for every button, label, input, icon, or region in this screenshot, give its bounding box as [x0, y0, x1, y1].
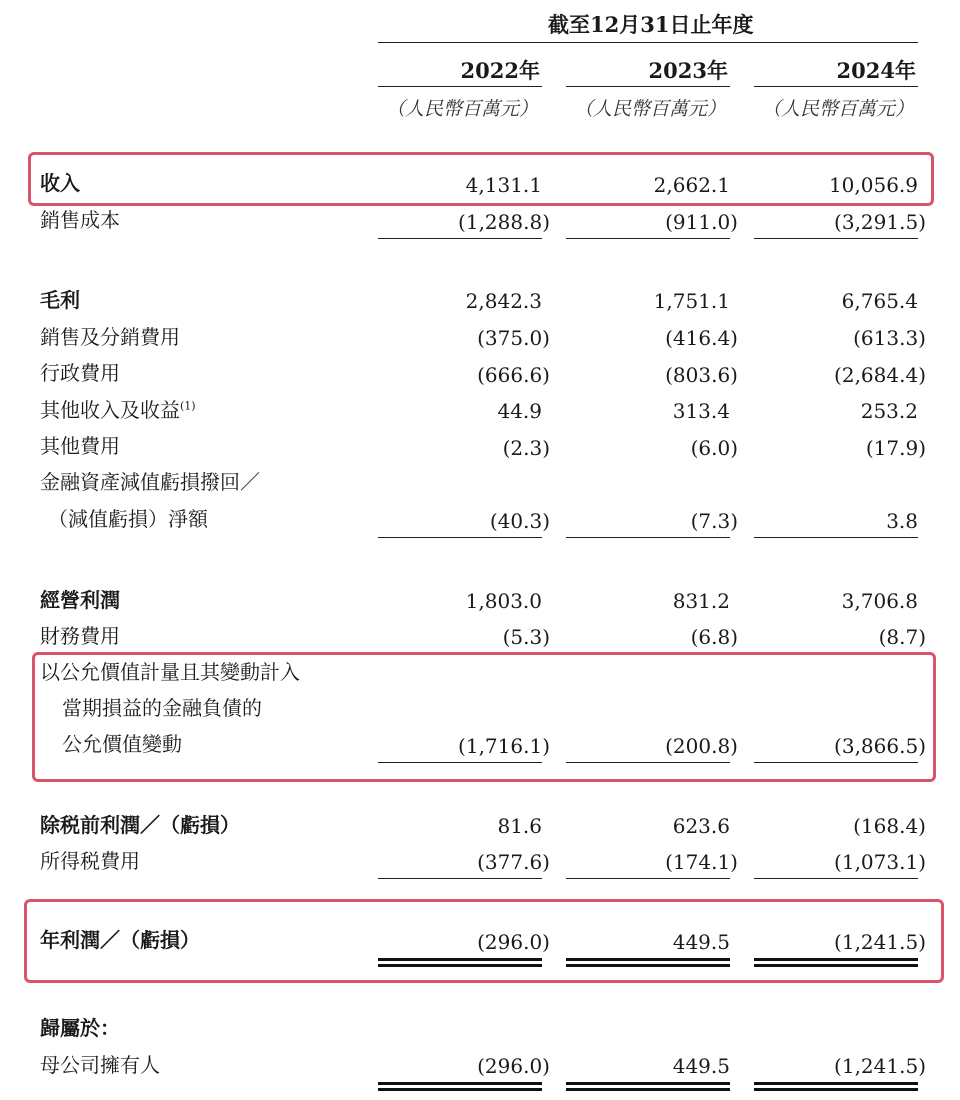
owners-of-parent-2023: 449.5 — [672, 1054, 730, 1078]
other-expenses-2022: (2.3) — [502, 436, 550, 460]
income-tax-2022: (377.6) — [477, 850, 550, 874]
impairment-label-line2: （減值虧損）淨額 — [48, 507, 208, 531]
subtotal-rule-2022 — [378, 762, 542, 763]
cost-of-sales-2023: (911.0) — [665, 210, 738, 234]
period-header: 截至12月31日止年度 — [548, 12, 754, 37]
finance-costs-2023: (6.8) — [690, 625, 738, 649]
subtotal-rule-2022 — [378, 238, 542, 239]
operating-profit-2022: 1,803.0 — [465, 589, 542, 613]
unit-2024: （人民幣百萬元） — [761, 98, 914, 120]
profit-for-year-label: 年利潤／（虧損） — [40, 928, 200, 952]
attributable-to-label: 歸屬於： — [40, 1016, 120, 1040]
cost-of-sales-2024: (3,291.5) — [834, 210, 926, 234]
profit-before-tax-2023: 623.6 — [672, 814, 730, 838]
income-tax-label: 所得税費用 — [40, 849, 140, 873]
total-double-rule-2024 — [754, 958, 918, 967]
other-income-2022: 44.9 — [497, 399, 542, 423]
selling-expenses-2023: (416.4) — [665, 326, 738, 350]
subtotal-rule-2022 — [378, 878, 542, 879]
profit-before-tax-2024: (168.4) — [853, 814, 926, 838]
impairment-label-line1: 金融資產減值虧損撥回／ — [40, 470, 260, 494]
cost-of-sales-2022: (1,288.8) — [458, 210, 550, 234]
year-rule-2022 — [378, 86, 542, 87]
admin-expenses-label: 行政費用 — [40, 361, 120, 385]
profit-for-year-2022: (296.0) — [477, 930, 550, 954]
subtotal-rule-2024 — [754, 762, 918, 763]
fair-value-label-line3: 公允價值變動 — [62, 732, 182, 756]
impairment-2022: (40.3) — [489, 509, 550, 533]
selling-expenses-label: 銷售及分銷費用 — [40, 325, 180, 349]
profit-for-year-2023: 449.5 — [672, 930, 730, 954]
profit-before-tax-label: 除税前利潤／（虧損） — [40, 813, 240, 837]
other-expenses-2023: (6.0) — [690, 436, 738, 460]
impairment-2023: (7.3) — [690, 509, 738, 533]
admin-expenses-2023: (803.6) — [665, 363, 738, 387]
other-expenses-label: 其他費用 — [40, 434, 120, 458]
gross-profit-2023: 1,751.1 — [653, 289, 730, 313]
year-2023-header: 2023年 — [648, 58, 728, 83]
year-2024-header: 2024年 — [836, 58, 916, 83]
other-income-2023: 313.4 — [672, 399, 730, 423]
total-double-rule-2023 — [566, 958, 730, 967]
gross-profit-2024: 6,765.4 — [841, 289, 918, 313]
operating-profit-2024: 3,706.8 — [841, 589, 918, 613]
owners-of-parent-2022: (296.0) — [477, 1054, 550, 1078]
owners-of-parent-label: 母公司擁有人 — [40, 1053, 160, 1077]
fair-value-2022: (1,716.1) — [458, 734, 550, 758]
fair-value-2023: (200.8) — [665, 734, 738, 758]
subtotal-rule-2023 — [566, 238, 730, 239]
revenue-2022: 4,131.1 — [465, 173, 542, 197]
operating-profit-label: 經營利潤 — [40, 588, 120, 612]
header-rule — [378, 42, 918, 43]
revenue-2023: 2,662.1 — [653, 173, 730, 197]
unit-2023: （人民幣百萬元） — [573, 98, 726, 120]
gross-profit-label: 毛利 — [40, 288, 80, 312]
total-double-rule-2022 — [378, 958, 542, 967]
year-2022-header: 2022年 — [460, 58, 540, 83]
total-double-rule-2022 — [378, 1082, 542, 1091]
finance-costs-2022: (5.3) — [502, 625, 550, 649]
subtotal-rule-2022 — [378, 537, 542, 538]
cost-of-sales-label: 銷售成本 — [40, 208, 120, 232]
subtotal-rule-2024 — [754, 238, 918, 239]
other-income-2024: 253.2 — [860, 399, 918, 423]
year-rule-2023 — [566, 86, 730, 87]
subtotal-rule-2024 — [754, 537, 918, 538]
profit-for-year-2024: (1,241.5) — [834, 930, 926, 954]
total-double-rule-2024 — [754, 1082, 918, 1091]
fair-value-2024: (3,866.5) — [834, 734, 926, 758]
gross-profit-2022: 2,842.3 — [465, 289, 542, 313]
operating-profit-2023: 831.2 — [672, 589, 730, 613]
revenue-label: 收入 — [40, 171, 80, 195]
finance-costs-2024: (8.7) — [878, 625, 926, 649]
owners-of-parent-2024: (1,241.5) — [834, 1054, 926, 1078]
other-expenses-2024: (17.9) — [865, 436, 926, 460]
other-income-label — [40, 400, 196, 420]
revenue-2024: 10,056.9 — [828, 173, 918, 197]
profit-before-tax-2022: 81.6 — [497, 814, 542, 838]
fair-value-label-line2: 當期損益的金融負債的 — [62, 696, 262, 720]
other-income-text: 其他收入及收益 — [40, 398, 180, 422]
admin-expenses-2022: (666.6) — [477, 363, 550, 387]
impairment-2024: 3.8 — [886, 509, 918, 533]
selling-expenses-2024: (613.3) — [853, 326, 926, 350]
subtotal-rule-2024 — [754, 878, 918, 879]
selling-expenses-2022: (375.0) — [477, 326, 550, 350]
year-rule-2024 — [754, 86, 918, 87]
income-tax-2023: (174.1) — [665, 850, 738, 874]
subtotal-rule-2023 — [566, 537, 730, 538]
income-tax-2024: (1,073.1) — [834, 850, 926, 874]
note-reference: (1) — [180, 399, 196, 413]
subtotal-rule-2023 — [566, 762, 730, 763]
unit-2022: （人民幣百萬元） — [385, 98, 538, 120]
finance-costs-label: 財務費用 — [40, 624, 120, 648]
subtotal-rule-2023 — [566, 878, 730, 879]
total-double-rule-2023 — [566, 1082, 730, 1091]
fair-value-label-line1: 以公允價值計量且其變動計入 — [40, 660, 300, 684]
admin-expenses-2024: (2,684.4) — [834, 363, 926, 387]
